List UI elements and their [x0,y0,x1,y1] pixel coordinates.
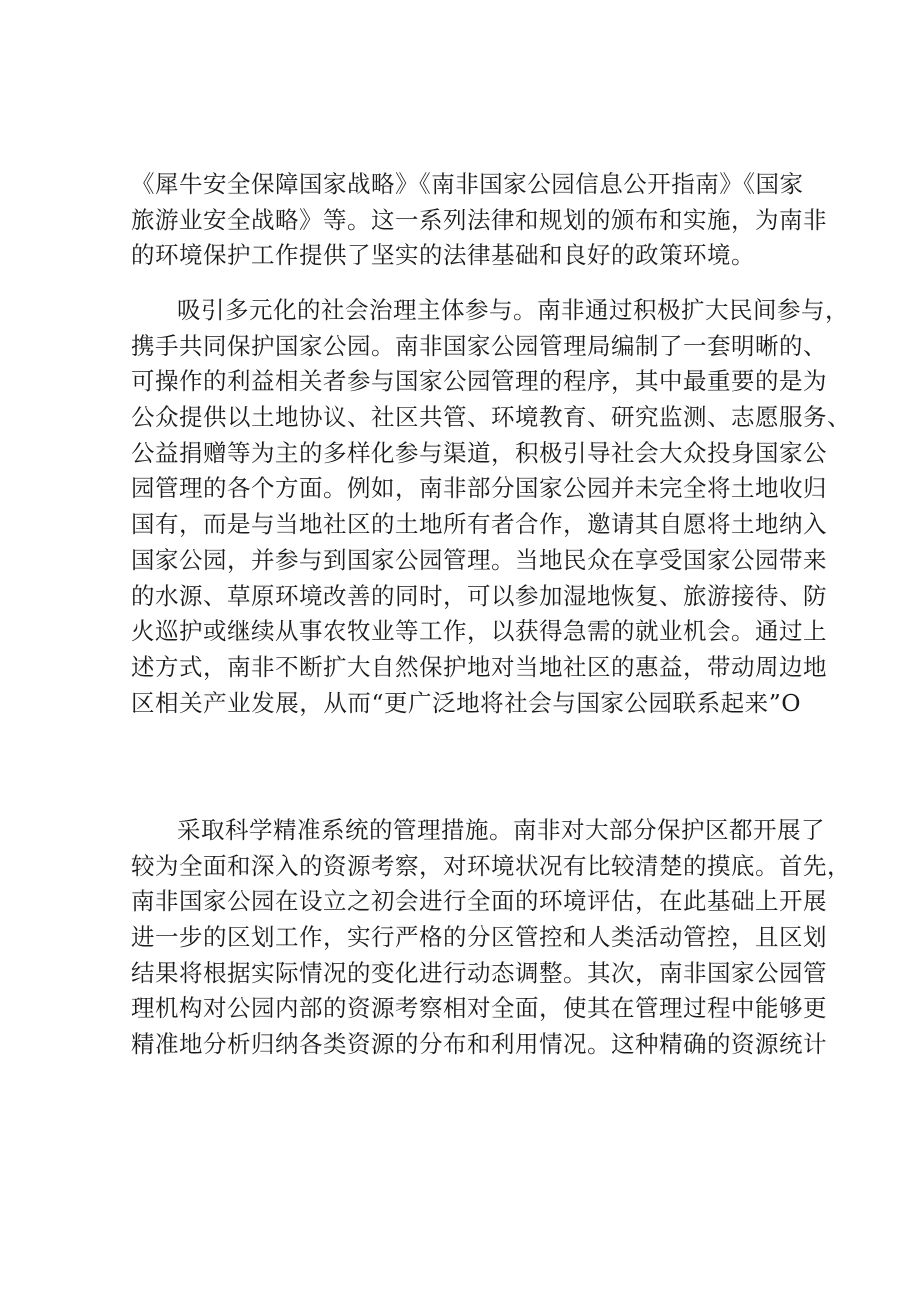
text-line: 国有，而是与当地社区的土地所有者合作，邀请其自愿将土地纳入 [131,510,827,539]
text-line: 进一步的区划工作，实行严格的分区管控和人类活动管控，且区划 [131,923,827,952]
text-line: 较为全面和深入的资源考察，对环境状况有比较清楚的摸底。首先， [131,851,851,880]
text-line: 可操作的利益相关者参与国家公园管理的程序，其中最重要的是为 [131,367,827,396]
text-line: 精准地分析归纳各类资源的分布和利用情况。这种精确的资源统计 [131,1030,827,1059]
text-line: 公众提供以土地协议、社区共管、环境教育、研究监测、志愿服务、 [131,403,851,432]
text-line: 采取科学精准系统的管理措施。南非对大部分保护区都开展了 [177,816,825,844]
text-line: 园管理的各个方面。例如，南非部分国家公园并未完全将土地收归 [131,474,827,503]
text-line: 公益捐赠等为主的多样化参与渠道，积极引导社会大众投身国家公 [131,438,827,467]
text-line: 述方式，南非不断扩大自然保护地对当地社区的惠益，带动周边地 [131,652,827,681]
text-line: 携手共同保护国家公园。南非国家公园管理局编制了一套明晰的、 [131,331,827,360]
paragraph-2 [131,293,851,721]
text-line: 吸引多元化的社会治理主体参与。南非通过积极扩大民间参与， [177,296,849,324]
paragraph-3 [131,813,851,1063]
text-line: 国家公园，并参与到国家公园管理。当地民众在享受国家公园带来 [131,545,827,574]
text-line: 南非国家公园在设立之初会进行全面的环境评估，在此基础上开展 [131,887,827,916]
text-line: 理机构对公园内部的资源考察相对全面，使其在管理过程中能够更 [131,994,827,1023]
text-line: 的环境保护工作提供了坚实的法律基础和良好的政策环境。 [131,241,755,270]
text-line: 结果将根据实际情况的变化进行动态调整。其次，南非国家公园管 [131,958,827,987]
text-line: 区相关产业发展，从而“更广泛地将社会与国家公园联系起来”O [131,688,801,717]
text-line: 的水源、草原环境改善的同时，可以参加湿地恢复、旅游接待、防 [131,581,827,610]
text-line: 《犀牛安全保障国家战略》《南非国家公园信息公开指南》《国家 [131,170,804,198]
paragraph-1 [131,167,827,274]
text-line: 火巡护或继续从事农牧业等工作，以获得急需的就业机会。通过上 [131,617,827,646]
text-line: 旅游业安全战略》等。这一系列法律和规划的颁布和实施，为南非 [131,205,827,234]
